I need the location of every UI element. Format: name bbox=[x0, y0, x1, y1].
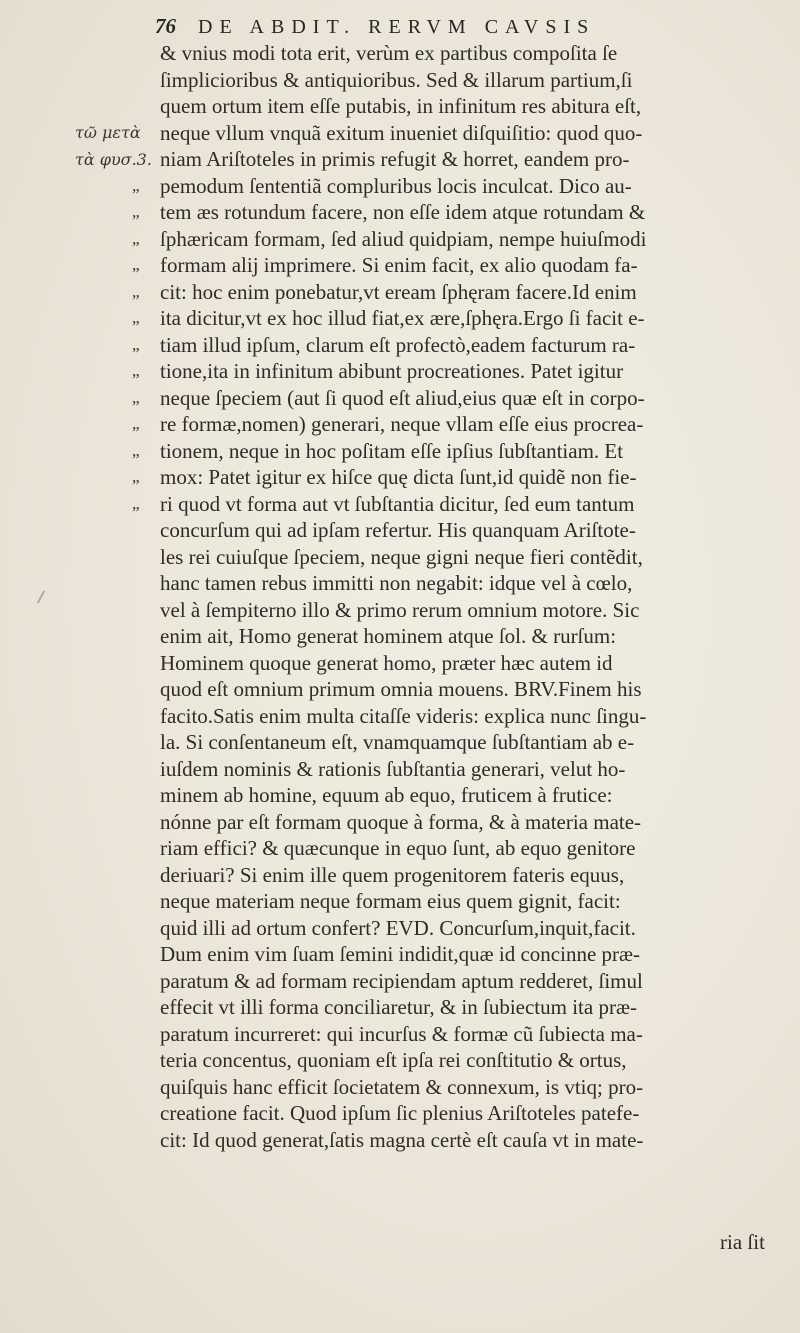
margin-note-2: τὰ φυσ.3. bbox=[75, 150, 152, 169]
text-line bbox=[160, 67, 800, 94]
line-text: Dum enim vim ſuam ſemini indidit,quæ id concinne præ- bbox=[160, 942, 641, 966]
text-line bbox=[160, 1100, 800, 1127]
line-text: niam Ariſtoteles in primis refugit & horret, eandem pro- bbox=[160, 147, 630, 171]
line-text: neque vllum vnquã exitum inueniet diſquiſitio: quod quo- bbox=[160, 120, 643, 145]
line-text: hanc tamen rebus immitti non negabit: idque vel à cœlo, bbox=[160, 571, 633, 595]
text-line bbox=[132, 438, 800, 465]
quotation-mark: „ bbox=[132, 228, 140, 248]
line-text: riam effici? & quæcunque in equo ſunt, ab equo genitore bbox=[160, 836, 636, 860]
line-text: ſphæricam formam, ſed aliud quidpiam, nempe huiuſmodi bbox=[160, 226, 647, 251]
line-text: effecit vt illi forma conciliaretur, & in ſubiectum ita præ- bbox=[160, 995, 637, 1019]
text-line bbox=[132, 199, 800, 226]
line-text: quem ortum item eſſe putabis, in infinitum res abitura eſt, bbox=[160, 94, 642, 118]
text-line bbox=[160, 1127, 800, 1154]
quotation-mark: „ bbox=[132, 255, 140, 274]
line-text: nónne par eſt formam quoque à forma, & à materia mate- bbox=[160, 809, 642, 834]
line-text: quiſquis hanc efficit ſocietatem & connexum, is vtiq; pro- bbox=[160, 1074, 644, 1099]
line-text: ri quod vt forma aut vt ſubſtantia dicitur, ſed eum tantum bbox=[160, 491, 635, 516]
text-line bbox=[132, 252, 800, 279]
text-line bbox=[132, 491, 800, 518]
text-line bbox=[160, 729, 800, 756]
line-text: tem æs rotundum facere, non eſſe idem atque rotundam & bbox=[160, 200, 646, 224]
text-line bbox=[160, 756, 800, 783]
page-mark bbox=[37, 590, 45, 603]
line-text: ſimplicioribus & antiquioribus. Sed & illarum partium,ſi bbox=[160, 67, 633, 92]
text-line bbox=[160, 120, 800, 147]
line-text: paratum incurreret: qui incurſus & formæ cũ ſubiecta ma- bbox=[160, 1021, 643, 1046]
line-text: teria concentus, quoniam eſt ipſa rei conſtitutio & ortus, bbox=[160, 1048, 627, 1072]
line-text: iuſdem nominis & rationis ſubſtantia generari, velut ho- bbox=[160, 756, 626, 781]
quotation-mark: „ bbox=[132, 175, 140, 195]
quotation-mark: „ bbox=[132, 202, 140, 221]
text-line bbox=[132, 358, 800, 385]
text-line bbox=[160, 915, 800, 942]
line-text: formam alij imprimere. Si enim facit, ex alio quodam fa- bbox=[160, 253, 638, 277]
running-title: DE ABDIT. RERVM CAVSIS bbox=[198, 16, 596, 38]
text-line bbox=[160, 1021, 800, 1048]
line-text: pemodum ſententiã compluribus locis inculcat. Dico au- bbox=[160, 173, 632, 198]
text-line bbox=[160, 968, 800, 995]
text-line bbox=[160, 570, 800, 597]
quotation-mark: „ bbox=[132, 308, 140, 327]
line-text: neque materiam neque formam eius quem gignit, facit: bbox=[160, 889, 621, 913]
line-text: ita dicitur,vt ex hoc illud fiat,ex ære,ſphęra.Ergo ſi facit e- bbox=[160, 306, 645, 330]
line-text: re formæ,nomen) generari, neque vllam eſſe eius procrea- bbox=[160, 412, 644, 436]
line-text: cit: Id quod generat,ſatis magna certè eſt cauſa vt in mate- bbox=[160, 1127, 644, 1152]
quotation-mark: „ bbox=[132, 467, 140, 486]
line-text: tiam illud ipſum, clarum eſt profectò,eadem facturum ra- bbox=[160, 332, 636, 357]
text-line bbox=[160, 782, 800, 809]
catchword: ria ſit bbox=[720, 1230, 765, 1254]
margin-note-1: τῶ μετὰ bbox=[75, 123, 141, 142]
line-text: vel à ſempiterno illo & primo rerum omnium motore. Sic bbox=[160, 597, 640, 622]
line-text: la. Si conſentaneum eſt, vnamquamque ſubſtantiam ab e- bbox=[160, 730, 635, 754]
line-text: tione,ita in infinitum abibunt procreationes. Patet igitur bbox=[160, 359, 624, 383]
text-line bbox=[132, 411, 800, 438]
text-line bbox=[160, 146, 800, 173]
line-text: tionem, neque in hoc poſitam eſſe ipſius ſubſtantiam. Et bbox=[160, 438, 624, 463]
line-text: paratum & ad formam recipiendam aptum redderet, ſimul bbox=[160, 968, 643, 993]
line-text: concurſum qui ad ipſam refertur. His quanquam Ariſtote- bbox=[160, 518, 636, 542]
text-line bbox=[160, 835, 800, 862]
line-text: minem ab homine, equum ab equo, fruticem à frutice: bbox=[160, 783, 613, 807]
text-line bbox=[160, 1074, 800, 1101]
text-line bbox=[160, 544, 800, 571]
text-line bbox=[160, 676, 800, 703]
line-text: deriuari? Si enim ille quem progenitorem fateris equus, bbox=[160, 862, 625, 887]
page-number: 76 bbox=[155, 14, 176, 38]
text-line bbox=[132, 305, 800, 332]
line-text: les rei cuiuſque ſpeciem, neque gigni neque fieri contẽdit, bbox=[160, 544, 643, 569]
text-line bbox=[160, 888, 800, 915]
quotation-mark: „ bbox=[132, 361, 140, 380]
line-text: Hominem quoque generat homo, præter hæc autem id bbox=[160, 650, 613, 675]
line-text: cit: hoc enim ponebatur,vt eream ſphęram facere.Id enim bbox=[160, 279, 637, 304]
line-text: quod eſt omnium primum omnia mouens. BRV.Finem his bbox=[160, 677, 642, 701]
quotation-mark: „ bbox=[132, 281, 140, 301]
quotation-mark: „ bbox=[132, 414, 140, 433]
line-text: facito.Satis enim multa citaſſe videris: explica nunc ſingu- bbox=[160, 703, 647, 728]
body-text bbox=[132, 40, 800, 1153]
line-text: & vnius modi tota erit, verùm ex partibus compoſita ſe bbox=[160, 41, 618, 65]
quotation-mark: „ bbox=[132, 387, 140, 407]
text-line bbox=[160, 650, 800, 677]
text-line bbox=[132, 464, 800, 491]
text-line bbox=[132, 385, 800, 412]
line-text: neque ſpeciem (aut ſi quod eſt aliud,eius quæ eſt in corpo- bbox=[160, 385, 645, 410]
text-line bbox=[160, 40, 800, 67]
text-line bbox=[160, 994, 800, 1021]
text-line bbox=[160, 517, 800, 544]
line-text: enim ait, Homo generat hominem atque ſol. & rurſum: bbox=[160, 624, 617, 648]
quotation-mark: „ bbox=[132, 334, 140, 354]
text-line bbox=[160, 1047, 800, 1074]
line-text: quid illi ad ortum confert? EVD. Concurſum,inquit,facit. bbox=[160, 915, 636, 940]
text-line bbox=[132, 173, 800, 200]
text-line bbox=[160, 862, 800, 889]
line-text: mox: Patet igitur ex hiſce quę dicta ſunt,id quidẽ non fie- bbox=[160, 465, 637, 489]
text-line bbox=[132, 279, 800, 306]
text-line bbox=[132, 332, 800, 359]
text-line bbox=[132, 226, 800, 253]
text-line bbox=[160, 809, 800, 836]
text-line bbox=[160, 93, 800, 120]
text-line bbox=[160, 623, 800, 650]
text-line bbox=[160, 941, 800, 968]
quotation-mark: „ bbox=[132, 440, 140, 460]
quotation-mark: „ bbox=[132, 493, 140, 513]
text-line bbox=[160, 597, 800, 624]
line-text: creatione facit. Quod ipſum ſic plenius Ariſtoteles patefe- bbox=[160, 1101, 640, 1125]
text-line bbox=[160, 703, 800, 730]
